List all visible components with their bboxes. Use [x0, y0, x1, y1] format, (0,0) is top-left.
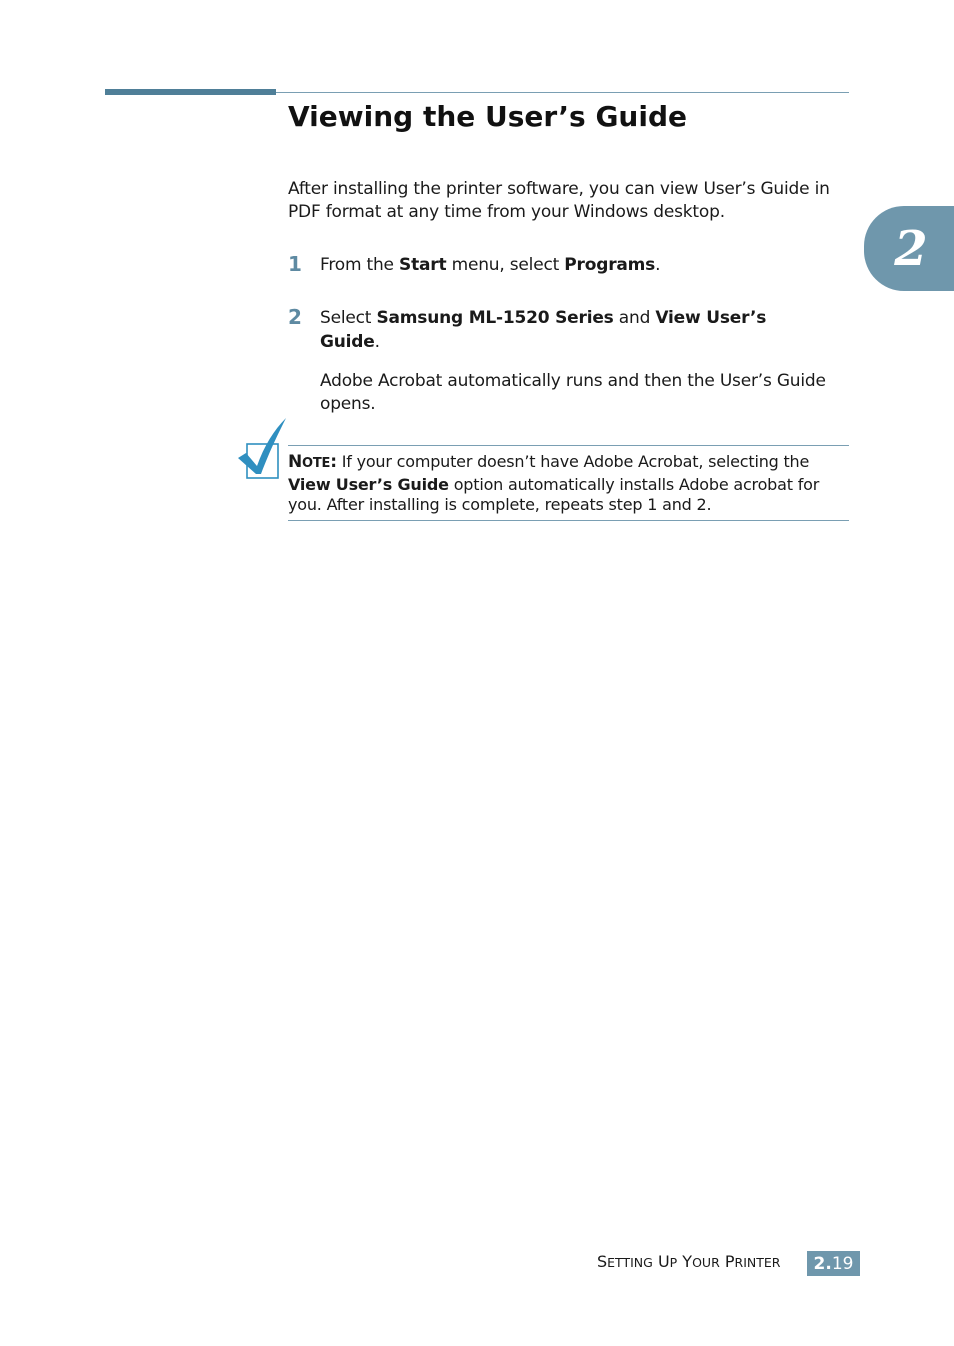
footer-initial: P [724, 1252, 735, 1271]
step-number: 1 [288, 252, 302, 276]
footer-word-rest: ETTING [607, 1255, 653, 1270]
note-label-rest: OTE [302, 456, 331, 471]
page-number: 19 [831, 1253, 854, 1274]
step-text [320, 306, 800, 354]
note-label-colon: : [330, 452, 337, 472]
menu-name-view-guide: View User’s Guide [320, 308, 767, 352]
note-text-segment: option automatically installs Adobe acrobat for you. After installing is complete, repeats step 1 and 2. [288, 474, 820, 514]
menu-name-start: Start [399, 255, 447, 275]
footer-word-rest: RINTER [734, 1255, 781, 1270]
step-text-segment: Select [320, 308, 377, 328]
note-label-initial: N [288, 452, 303, 472]
page-chapter: 2. [813, 1253, 832, 1274]
step-text-segment: and [613, 308, 656, 328]
menu-name-series: Samsung ML-1520 Series [376, 308, 614, 328]
step-followup: Adobe Acrobat automatically runs and then the User’s Guide opens. [320, 371, 826, 414]
chapter-tab [864, 206, 954, 291]
footer-word-rest: OUR [692, 1255, 720, 1270]
step-number: 2 [288, 305, 302, 329]
footer-section-title [597, 1252, 780, 1271]
step-text-segment: . [655, 255, 661, 275]
note-option-name: View User’s Guide [288, 474, 449, 494]
footer-initial: Y [682, 1252, 693, 1271]
intro-paragraph: After installing the printer software, you can view User’s Guide in PDF format at any time from your Windows desktop. [288, 179, 830, 222]
menu-name-programs: Programs [564, 255, 656, 275]
header-rule-thin [276, 92, 849, 93]
step-text-segment: From the [320, 255, 400, 275]
note-label [288, 452, 337, 471]
note-text [288, 452, 853, 516]
step-text-segment: menu, select [446, 255, 565, 275]
header-rule-thick [105, 89, 276, 95]
chapter-number: 2 [894, 220, 928, 277]
footer-initial: S [597, 1252, 608, 1271]
step-text-segment: . [374, 332, 380, 352]
note-rule-top [288, 445, 849, 446]
page-title: Viewing the User’s Guide [288, 100, 687, 133]
note-rule-bottom [288, 520, 849, 521]
step-text [320, 253, 855, 277]
note-text-segment: If your computer doesn’t have Adobe Acrobat, selecting the [336, 452, 810, 471]
page-number-badge [807, 1251, 860, 1276]
checkmark-icon [236, 416, 288, 480]
footer-word-rest: P [669, 1255, 678, 1270]
footer-initial: U [657, 1252, 670, 1271]
